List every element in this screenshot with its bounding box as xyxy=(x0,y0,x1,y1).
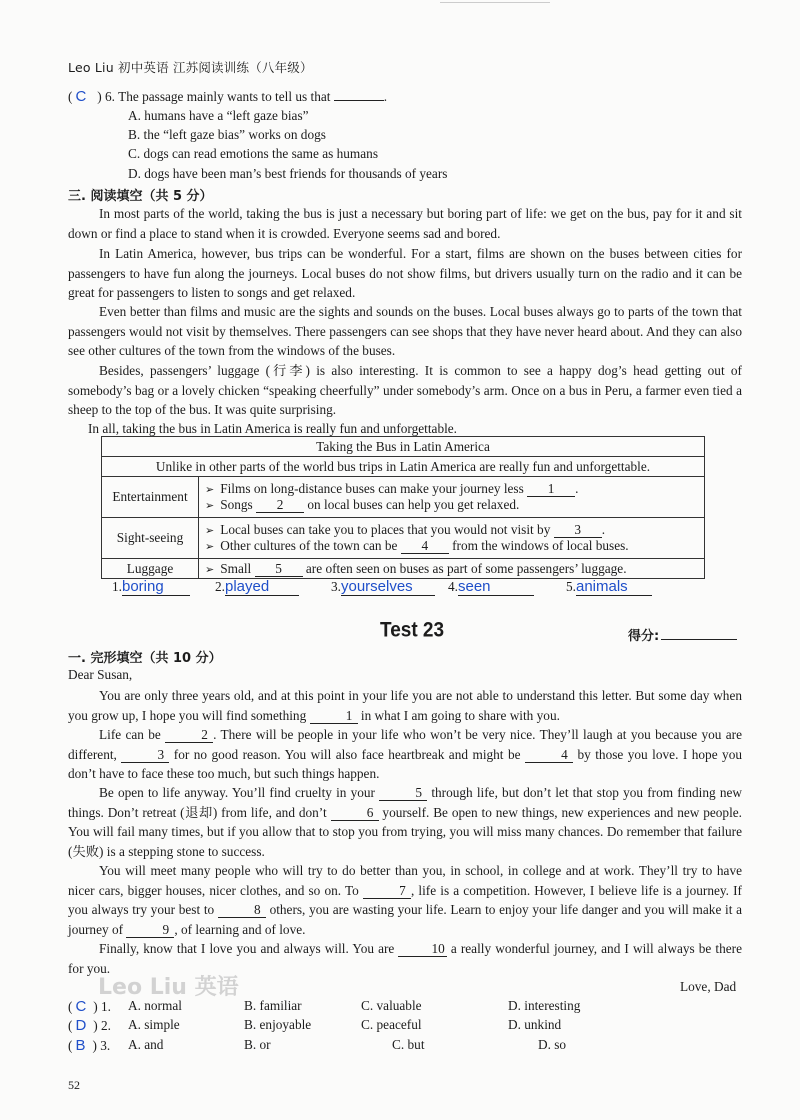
cloze-blank-7: 7 xyxy=(363,884,411,899)
q2-handwritten-answer: D xyxy=(75,1017,87,1034)
q6-stem: The passage mainly wants to tell us that xyxy=(118,89,331,104)
table-line: ➢ Films on long-distance buses can make your journey less 1 . xyxy=(205,481,579,496)
table-title: Taking the Bus in Latin America xyxy=(102,437,705,457)
table-line: ➢ Songs 2 on local buses can help you get relaxed. xyxy=(205,497,520,512)
section3-title: 三. 阅读填空（共 5 分） xyxy=(68,189,213,204)
blank-3: 3 xyxy=(554,523,602,538)
answer-5: 5.animals xyxy=(566,578,652,596)
table-cell-sightseeing xyxy=(199,518,705,559)
letter-paragraph-1: You are only three years old, and at this point in your life you are not able to understand this letter. But some day when you grow up, I hope you will find something 1 in what I am going to share with you. xyxy=(68,688,742,723)
letter-closing: Love, Dad xyxy=(680,979,737,994)
passage-paragraph-5: In all, taking the bus in Latin America is really fun and unforgettable. xyxy=(88,421,458,436)
letter-paragraph-2: Life can be 2 . There will be people in your life who won’t be very nice. They’ll laugh at you because you are different, 3 for no good reason. You will also face heartbreak and might be 4 by those you love. I hope you don’t have to face these too much, but such things happen. xyxy=(68,727,743,781)
question-1: ( C ) 1. xyxy=(68,998,112,1015)
q1-option-a: A. normal xyxy=(128,998,182,1013)
blank-4: 4 xyxy=(401,539,449,554)
test-title: Test 23 xyxy=(380,618,445,642)
arrow-bullet-icon: ➢ xyxy=(205,540,215,553)
blank-5: 5 xyxy=(255,562,303,577)
blank-2: 2 xyxy=(256,498,304,513)
cloze-section-title: 一. 完形填空（共 10 分） xyxy=(68,651,222,666)
arrow-bullet-icon: ➢ xyxy=(205,499,215,512)
cloze-blank-10: 10 xyxy=(398,942,446,957)
watermark-logo: Leo Liu 英语 xyxy=(98,975,239,1000)
letter-salutation: Dear Susan, xyxy=(68,667,133,682)
table-cell-luggage xyxy=(199,559,705,579)
cloze-blank-2: 2 xyxy=(165,728,213,743)
q6-handwritten-answer: C xyxy=(75,88,87,105)
q3-handwritten-answer: B xyxy=(75,1037,86,1054)
table-line: ➢ Small 5 are often seen on buses as part of some passengers’ luggage. xyxy=(205,560,627,576)
q6-option-b: B. the “left gaze bias” works on dogs xyxy=(128,127,326,142)
scan-edge-line xyxy=(440,2,550,3)
q6-blank xyxy=(334,88,384,101)
q6-option-a: A. humans have a “left gaze bias” xyxy=(128,108,309,123)
arrow-bullet-icon: ➢ xyxy=(205,483,215,496)
q2-option-c: C. peaceful xyxy=(361,1017,422,1032)
q1-option-d: D. interesting xyxy=(508,998,581,1013)
q6-number: ) 6. xyxy=(97,89,116,104)
q3-option-b: B. or xyxy=(244,1037,271,1052)
score-field: 得分: xyxy=(628,625,737,644)
score-blank xyxy=(661,627,737,640)
table-line: ➢ Other cultures of the town can be 4 from the windows of local buses. xyxy=(205,538,629,553)
table-cell-entertainment xyxy=(199,477,705,518)
answer-4: 4.seen xyxy=(448,578,534,596)
answer-3: 3.yourselves xyxy=(331,578,435,596)
passage-paragraph-3: Even better than films and music are the sights and sounds on the buses. Local buses always go to parts of the town that passengers would not visit by themselves. There passengers can see shops that they have never heard about. And they can also see other cultures of the town from the windows of the buses. xyxy=(68,304,742,358)
answer-1: 1.boring xyxy=(112,578,190,596)
table-line: ➢ Local buses can take you to places that you would not visit by 3 . xyxy=(205,522,606,537)
summary-table xyxy=(101,436,705,579)
arrow-bullet-icon: ➢ xyxy=(205,562,215,576)
q1-option-c: C. valuable xyxy=(361,998,422,1013)
cloze-blank-5: 5 xyxy=(379,786,427,801)
q1-handwritten-answer: C xyxy=(75,998,87,1015)
q3-option-c: C. but xyxy=(392,1037,425,1052)
blank-1: 1 xyxy=(527,482,575,497)
letter-paragraph-3: Be open to life anyway. You’ll find cruelty in your 5 through life, but don’t let that stop you from finding new things. Don’t retreat (退却) from life, and don’t 6 yourself. Be open to new things, new experiences and new people. You will fail many times, but if you allow that to stop you from trying, you will miss many chances. Do remember that failure (失败) is a stepping stone to success. xyxy=(68,785,742,859)
question-6 xyxy=(68,88,387,105)
q3-option-d: D. so xyxy=(538,1037,567,1052)
arrow-bullet-icon: ➢ xyxy=(205,524,215,537)
passage-paragraph-4: Besides, passengers’ luggage (行李) is also interesting. It is common to see a happy dog’s head getting out of somebody’s bag or a lovely chicken “speaking cheerfully” under somebody’s arm. Once on a bus in Peru, a farmer even tied a sheep to the top of the bus. It was quite surprising. xyxy=(68,363,742,417)
page-header: Leo Liu 初中英语 江苏阅读训练（八年级） xyxy=(68,60,313,75)
letter-paragraph-4: You will meet many people who will try to do better than you, in school, in college and at work. They’ll try to have nicer cars, bigger houses, nicer clothes, and so on. To 7 , life is a competition. However, I believe life is a journey. If you always try your best to 8 others, you are wasting your life. Learn to enjoy your life danger and you will make it a journey of 9 , of learning and of love. xyxy=(68,863,742,937)
table-category-entertainment: Entertainment xyxy=(102,477,199,518)
cloze-blank-8: 8 xyxy=(218,903,266,918)
question-2: ( D ) 2. xyxy=(68,1017,112,1034)
cloze-blank-4: 4 xyxy=(525,748,573,763)
q1-option-b: B. familiar xyxy=(244,998,302,1013)
page-number: 52 xyxy=(68,1078,80,1092)
question-3: ( B ) 3. xyxy=(68,1037,111,1054)
q3-option-a: A. and xyxy=(128,1037,164,1052)
passage-paragraph-2: In Latin America, however, bus trips can be wonderful. For a start, films are shown on the buses between cities for passengers to have fun along the journeys. Local buses do not show films, but drivers usually turn on the radio and it can be great for passengers to listen to songs and get relaxed. xyxy=(68,246,742,300)
cloze-blank-3: 3 xyxy=(121,748,169,763)
letter-paragraph-5: Finally, know that I love you and always will. You are 10 a really wonderful journey, and I will always be there for you. xyxy=(68,941,742,976)
q2-option-b: B. enjoyable xyxy=(244,1017,312,1032)
passage-paragraph-1: In most parts of the world, taking the bus is just a necessary but boring part of life: we get on the bus, pay for it and sit down or find a place to stand when it is crowded. Everyone seems sad and bored. xyxy=(68,206,742,241)
table-category-sightseeing: Sight-seeing xyxy=(102,518,199,559)
table-category-luggage: Luggage xyxy=(102,559,199,579)
table-intro: Unlike in other parts of the world bus trips in Latin America are really fun and unforgettable. xyxy=(102,457,705,477)
q6-option-c: C. dogs can read emotions the same as humans xyxy=(128,146,378,161)
q6-option-d: D. dogs have been man’s best friends for thousands of years xyxy=(128,166,448,181)
cloze-blank-9: 9 xyxy=(126,923,174,938)
q2-option-d: D. unkind xyxy=(508,1017,562,1032)
q6-paren-open: ( xyxy=(68,89,73,104)
cloze-blank-1: 1 xyxy=(310,709,358,724)
q2-option-a: A. simple xyxy=(128,1017,180,1032)
q6-stem-end: . xyxy=(383,89,388,104)
answer-2: 2.played xyxy=(215,578,299,596)
cloze-blank-6: 6 xyxy=(331,806,379,821)
